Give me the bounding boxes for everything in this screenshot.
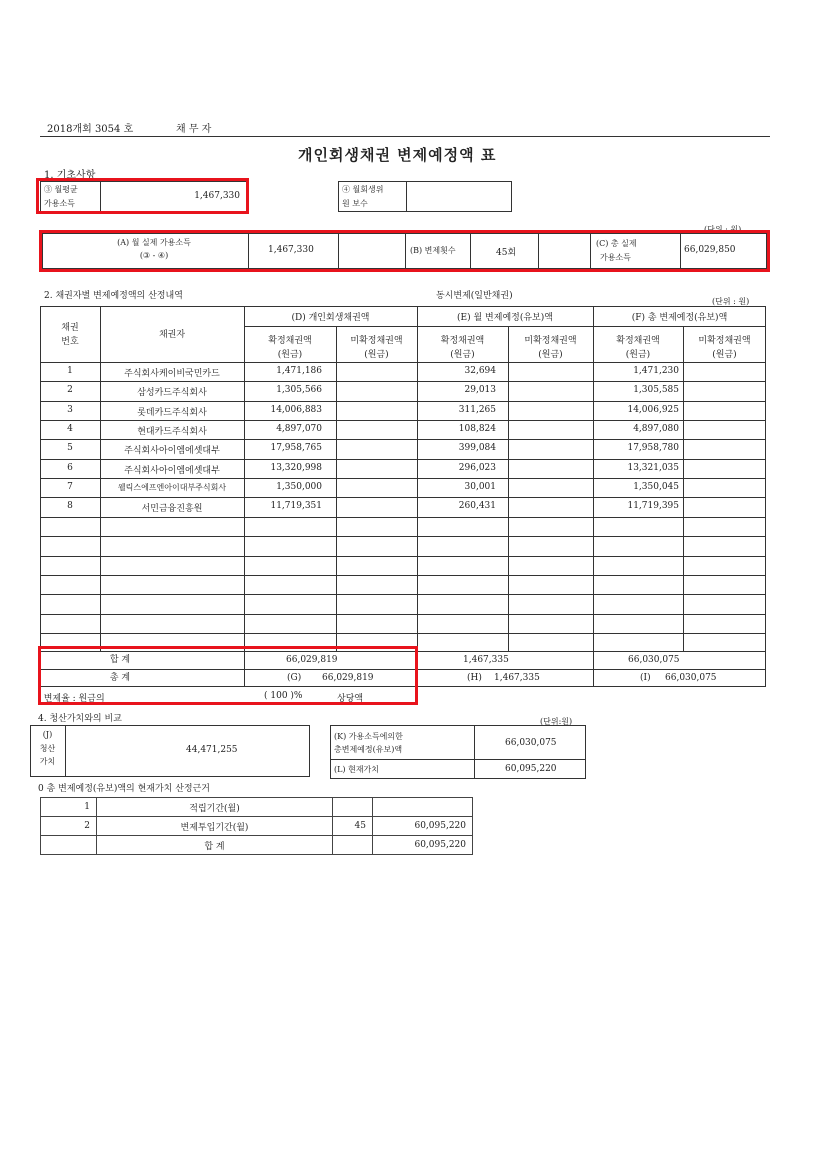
row-divider bbox=[40, 459, 766, 460]
row-divider bbox=[40, 439, 766, 440]
highlight-summary bbox=[39, 230, 770, 272]
row-3-d1: 14,006,883 bbox=[270, 405, 322, 415]
rate-suffix: 상당액 bbox=[337, 694, 364, 704]
row-5-d1: 17,958,765 bbox=[270, 443, 322, 453]
row-divider bbox=[40, 633, 766, 634]
row-2-creditor: 삼성카드주식회사 bbox=[137, 388, 207, 398]
row-7-no: 7 bbox=[67, 482, 73, 492]
row-5-no: 5 bbox=[67, 443, 73, 453]
row-4-creditor: 현대카드주식회사 bbox=[137, 427, 207, 437]
page-title: 개인회생채권 변제예정액 표 bbox=[298, 146, 497, 164]
pv-count bbox=[333, 836, 373, 855]
row-divider bbox=[40, 536, 766, 537]
row-4-d1: 4,897,070 bbox=[276, 424, 322, 434]
row-divider bbox=[40, 478, 766, 479]
row-divider bbox=[40, 575, 766, 576]
summary-a-value: 1,467,330 bbox=[268, 245, 314, 255]
summary-c-label-line2: 가용소득 bbox=[600, 253, 631, 262]
col-creditor: 채권자 bbox=[158, 330, 186, 340]
debtor-label: 채 무 자 bbox=[176, 124, 212, 135]
col-no-line2: 번호 bbox=[61, 337, 79, 347]
total-h-label: (H) bbox=[467, 673, 482, 683]
k-label-line1: (K) 가용소득에의한 bbox=[334, 732, 403, 741]
f-unconfirmed-principal: (원금) bbox=[712, 350, 737, 360]
pv-row bbox=[41, 817, 473, 836]
j-label-line1: (J) bbox=[42, 730, 53, 739]
row-7-e1: 30,001 bbox=[464, 482, 496, 492]
group-d-header: (D) 개인회생채권액 bbox=[291, 313, 370, 323]
row-6-e1: 296,023 bbox=[458, 463, 496, 473]
f-unconfirmed-header: 미확정채권액 bbox=[698, 336, 751, 346]
section5-heading: 0 총 변제예정(유보)액의 현재가치 산정근거 bbox=[38, 784, 210, 794]
row-divider bbox=[40, 614, 766, 615]
row-2-d1: 1,305,566 bbox=[276, 385, 322, 395]
row-1-no: 1 bbox=[67, 366, 73, 376]
item3-value: 1,467,330 bbox=[194, 191, 240, 201]
row-divider bbox=[40, 420, 766, 421]
row-8-no: 8 bbox=[67, 501, 73, 511]
row-2-no: 2 bbox=[67, 385, 73, 395]
summary-a-label-line1: (A) 월 실제 가용소득 bbox=[117, 238, 191, 247]
d-confirmed-principal: (원금) bbox=[277, 350, 303, 360]
subtotal-e: 1,467,335 bbox=[463, 655, 509, 665]
j-value: 44,471,255 bbox=[186, 745, 238, 755]
group-f-header: (F) 총 변제예정(유보)액 bbox=[631, 313, 728, 323]
total-i: 66,030,075 bbox=[665, 673, 717, 683]
item3-label-line1: ③ 월평균 bbox=[44, 185, 78, 194]
row-3-no: 3 bbox=[67, 405, 73, 415]
row-8-f1: 11,719,395 bbox=[627, 501, 679, 511]
d-confirmed-header: 확정채권액 bbox=[268, 336, 312, 346]
f-confirmed-header: 확정채권액 bbox=[616, 336, 660, 346]
highlight-item3 bbox=[36, 178, 249, 214]
summary-a-label-line2: (③ - ④) bbox=[139, 251, 169, 260]
total-g: 66,029,819 bbox=[322, 673, 374, 683]
e-unconfirmed-principal: (원금) bbox=[538, 350, 563, 360]
summary-c-value: 66,029,850 bbox=[684, 245, 736, 255]
unit-label: (단위 : 원) bbox=[704, 225, 742, 234]
pv-label: 적립기간(월) bbox=[97, 798, 333, 817]
row-7-d1: 1,350,000 bbox=[276, 482, 322, 492]
row-3-f1: 14,006,925 bbox=[627, 405, 679, 415]
rate-label: . 변제율 : 원금의 bbox=[38, 694, 105, 704]
row-8-e1: 260,431 bbox=[458, 501, 496, 511]
pv-row bbox=[41, 798, 473, 817]
pv-value: 60,095,220 bbox=[373, 836, 473, 855]
row-divider bbox=[40, 594, 766, 595]
row-3-creditor: 롯데카드주식회사 bbox=[137, 408, 207, 418]
summary-c-label-line1: (C) 총 실제 bbox=[596, 239, 637, 248]
pv-value bbox=[373, 798, 473, 817]
section2-heading: 2. 채권자별 변제예정액의 산정내역 bbox=[44, 291, 183, 301]
e-unconfirmed-header: 미확정채권액 bbox=[524, 336, 577, 346]
group-e-header: (E) 월 변제예정(유보)액 bbox=[457, 313, 553, 323]
row-6-creditor: 주식회사아이엠에셋대부 bbox=[124, 466, 220, 476]
header-rule bbox=[40, 136, 770, 137]
row-7-f1: 1,350,045 bbox=[633, 482, 679, 492]
row-6-d1: 13,320,998 bbox=[270, 463, 322, 473]
row-1-creditor: 주식회사케이비국민카드 bbox=[124, 369, 220, 379]
l-value: 60,095,220 bbox=[505, 764, 557, 774]
subtotal-label: 합 계 bbox=[109, 655, 131, 665]
pv-value: 60,095,220 bbox=[373, 817, 473, 836]
k-value: 66,030,075 bbox=[505, 738, 557, 748]
summary-b-label: (B) 변제횟수 bbox=[410, 246, 456, 255]
d-unconfirmed-principal: (원금) bbox=[364, 350, 389, 360]
row-2-e1: 29,013 bbox=[464, 385, 496, 395]
j-label-line3: 가치 bbox=[39, 757, 56, 766]
section2-method: 동시변제(일반채권) bbox=[436, 291, 513, 301]
d-unconfirmed-header: 미확정채권액 bbox=[350, 336, 403, 346]
total-g-label: (G) bbox=[287, 673, 302, 683]
row-divider bbox=[40, 401, 766, 402]
e-confirmed-header: 확정채권액 bbox=[440, 336, 485, 346]
row-divider bbox=[40, 556, 766, 557]
col-no-line1: 채권 bbox=[61, 323, 79, 333]
row-1-f1: 1,471,230 bbox=[633, 366, 679, 376]
row-4-e1: 108,824 bbox=[458, 424, 496, 434]
k-label-line2: 총변제예정(유보)액 bbox=[334, 745, 403, 754]
summary-b-value: 45회 bbox=[496, 248, 517, 258]
section2-unit: (단위 : 원) bbox=[712, 297, 750, 306]
row-1-d1: 1,471,186 bbox=[276, 366, 322, 376]
pv-row bbox=[41, 836, 473, 855]
liquidation-box bbox=[30, 725, 310, 777]
item4-label-line2: 원 보수 bbox=[342, 199, 368, 208]
pv-no bbox=[41, 836, 97, 855]
row-2-f1: 1,305,585 bbox=[633, 385, 679, 395]
row-6-no: 6 bbox=[67, 463, 73, 473]
row-5-e1: 399,084 bbox=[458, 443, 496, 453]
total-label: 총 계 bbox=[109, 673, 131, 683]
pv-count bbox=[333, 798, 373, 817]
row-5-f1: 17,958,780 bbox=[627, 443, 679, 453]
item4-label-line1: ④ 월회생위 bbox=[342, 185, 384, 194]
row-divider bbox=[40, 381, 766, 382]
row-1-e1: 32,694 bbox=[464, 366, 496, 376]
highlight-totals bbox=[38, 646, 418, 705]
row-5-creditor: 주식회사아이엠에셋대부 bbox=[124, 446, 220, 456]
j-label-line2: 청산 bbox=[39, 744, 56, 753]
section4-unit: (단위:원) bbox=[540, 717, 573, 726]
row-8-d1: 11,719,351 bbox=[270, 501, 322, 511]
subtotal-f: 66,030,075 bbox=[628, 655, 680, 665]
row-divider bbox=[40, 517, 766, 518]
row-4-f1: 4,897,080 bbox=[633, 424, 679, 434]
item3-label-line2: 가용소득 bbox=[44, 199, 75, 208]
e-confirmed-principal: (원금) bbox=[450, 350, 475, 360]
pv-no: 2 bbox=[41, 817, 97, 836]
pv-label: 변제투입기간(월) bbox=[97, 817, 333, 836]
row-6-f1: 13,321,035 bbox=[627, 463, 679, 473]
row-7-creditor: 웰릭스에프엔아이대부주식회사 bbox=[117, 483, 227, 492]
section4-heading: 4. 청산가치와의 비교 bbox=[38, 714, 122, 724]
f-confirmed-principal: (원금) bbox=[625, 350, 651, 360]
subtotal-d: 66,029,819 bbox=[286, 655, 338, 665]
pv-no: 1 bbox=[41, 798, 97, 817]
row-4-no: 4 bbox=[67, 424, 73, 434]
pv-count: 45 bbox=[333, 817, 373, 836]
row-3-e1: 311,265 bbox=[458, 405, 496, 415]
l-label: (L) 현재가치 bbox=[334, 765, 380, 774]
row-divider bbox=[40, 497, 766, 498]
section1-heading: 1. 기초사항 bbox=[44, 170, 96, 181]
case-number: 2018개회 3054 호 bbox=[47, 124, 134, 135]
present-value-table bbox=[40, 797, 473, 855]
pv-label: 합 계 bbox=[97, 836, 333, 855]
rate-value: ( 100 )% bbox=[264, 691, 303, 701]
row-8-creditor: 서민금융진흥원 bbox=[141, 504, 203, 514]
total-h: 1,467,335 bbox=[494, 673, 540, 683]
total-i-label: (I) bbox=[640, 673, 651, 683]
